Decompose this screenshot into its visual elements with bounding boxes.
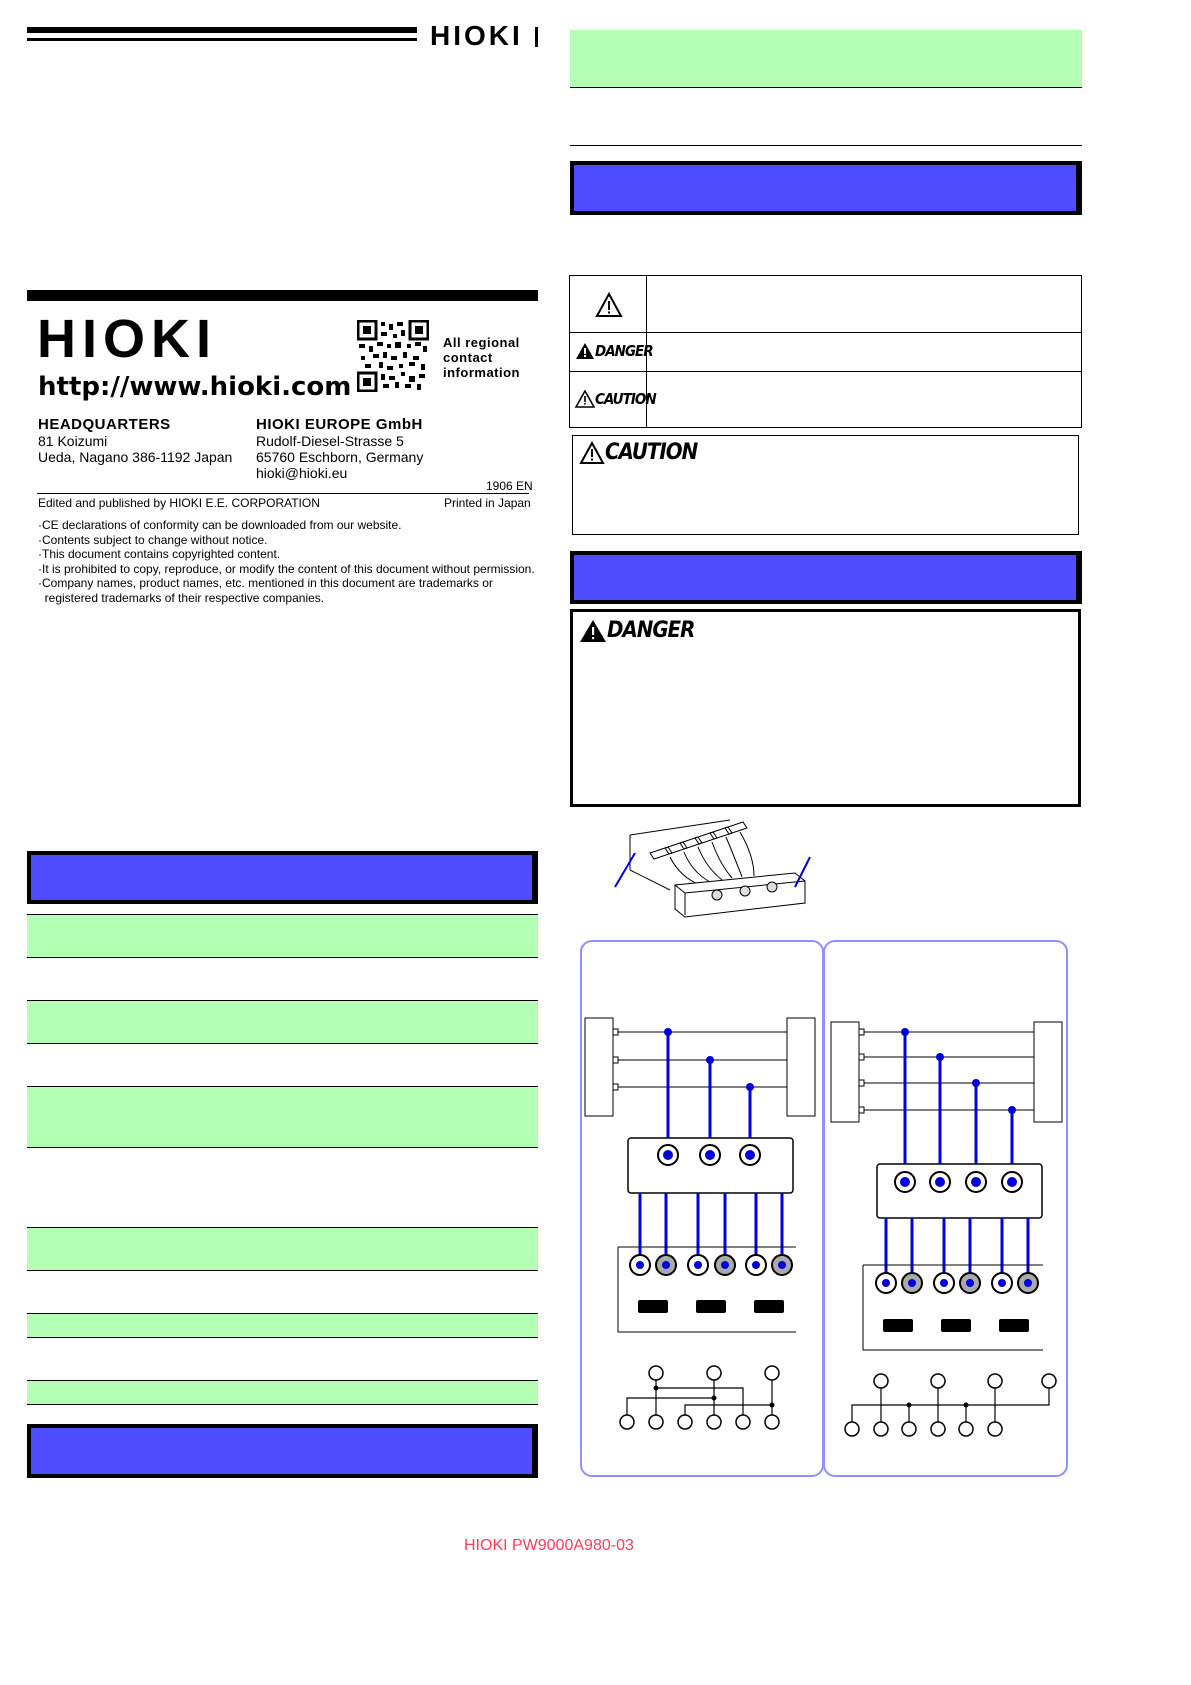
left-green-row-4 — [27, 1228, 538, 1270]
wiring-diagram-3p3w — [580, 1010, 824, 1445]
danger-symbol — [575, 342, 653, 360]
danger-triangle-icon — [575, 342, 595, 360]
left-rule-8 — [27, 1270, 538, 1271]
notice-4: ·It is prohibited to copy, reproduce, or modify the content of this document without permission. — [38, 562, 535, 576]
hq-title: HEADQUARTERS — [38, 416, 171, 433]
qr-caption-3: information — [443, 365, 520, 380]
caution-symbol — [575, 390, 656, 408]
danger-symbol-label: DANGER — [595, 342, 653, 360]
symbol-table — [569, 275, 1082, 428]
left-green-row-5 — [27, 1314, 538, 1337]
warning-triangle-icon — [595, 292, 623, 318]
symbol-table-row-rule-2 — [570, 371, 1081, 372]
danger-box — [570, 609, 1081, 807]
wiring-diagram-3p4w — [823, 1010, 1068, 1445]
qr-code-icon — [357, 320, 429, 392]
edited-by: Edited and published by HIOKI E.E. CORPORATION — [38, 496, 320, 510]
left-rule-2 — [27, 957, 538, 958]
doc-code: 1906 EN — [486, 479, 533, 493]
footer-doc-code: HIOKI PW9000A980-03 — [464, 1537, 634, 1554]
caution-heading — [579, 440, 697, 465]
right-rule-2 — [570, 145, 1082, 146]
left-rule-10 — [27, 1337, 538, 1338]
eu-title: HIOKI EUROPE GmbH — [256, 416, 423, 433]
caution-triangle-icon — [575, 390, 595, 408]
caution-symbol-label: CAUTION — [595, 390, 656, 408]
notice-6: registered trademarks of their respective companies. — [38, 591, 325, 605]
notice-1: ·CE declarations of conformity can be downloaded from our website. — [38, 518, 402, 532]
eu-line-2: 65760 Eschborn, Germany — [256, 449, 424, 465]
notice-3: ·This document contains copyrighted content. — [38, 547, 281, 561]
section-header-right-1 — [570, 161, 1082, 215]
caution-box — [572, 435, 1079, 535]
header-rule-thin — [27, 38, 417, 41]
left-green-row-3 — [27, 1087, 538, 1147]
eu-line-1: Rudolf-Diesel-Strasse 5 — [256, 433, 404, 449]
hq-line-1: 81 Koizumi — [38, 433, 108, 449]
symbol-table-row-rule-1 — [570, 332, 1081, 333]
eu-email[interactable]: hioki@hioki.eu — [256, 465, 348, 481]
brand-logo: HIOKI — [37, 309, 218, 369]
header-rule-thick — [27, 27, 417, 33]
danger-triangle-icon-large — [579, 619, 607, 643]
printed-in: Printed in Japan — [444, 496, 531, 510]
section-header-left-2 — [27, 1424, 538, 1478]
qr-caption-1: All regional — [443, 335, 520, 350]
left-rule-4 — [27, 1043, 538, 1044]
caution-heading-label: CAUTION — [605, 440, 698, 465]
section-header-left-1 — [27, 851, 538, 904]
header-rule-end — [535, 27, 538, 47]
caution-triangle-icon-large — [579, 441, 605, 465]
header-brand: HIOKI — [430, 20, 523, 51]
company-url[interactable]: http://www.hioki.com — [38, 372, 352, 402]
left-green-row-2 — [27, 1001, 538, 1043]
hq-line-2: Ueda, Nagano 386-1192 Japan — [38, 449, 233, 465]
section-header-right-2 — [570, 551, 1082, 604]
left-green-row-1 — [27, 915, 538, 957]
left-green-row-6 — [27, 1381, 538, 1404]
notice-2: ·Contents subject to change without notice. — [38, 533, 268, 547]
left-rule-6 — [27, 1147, 538, 1148]
contact-divider — [37, 493, 529, 494]
notice-5: ·Company names, product names, etc. mentioned in this document are trademarks or — [38, 576, 493, 590]
qr-caption-2: contact — [443, 350, 493, 365]
connection-device-illustration — [610, 815, 820, 930]
danger-heading-label: DANGER — [607, 618, 695, 643]
right-rule-1 — [570, 87, 1082, 88]
danger-heading — [579, 618, 694, 643]
left-rule-12 — [27, 1404, 538, 1405]
contact-top-rule — [27, 290, 538, 301]
right-title-band — [570, 30, 1082, 87]
